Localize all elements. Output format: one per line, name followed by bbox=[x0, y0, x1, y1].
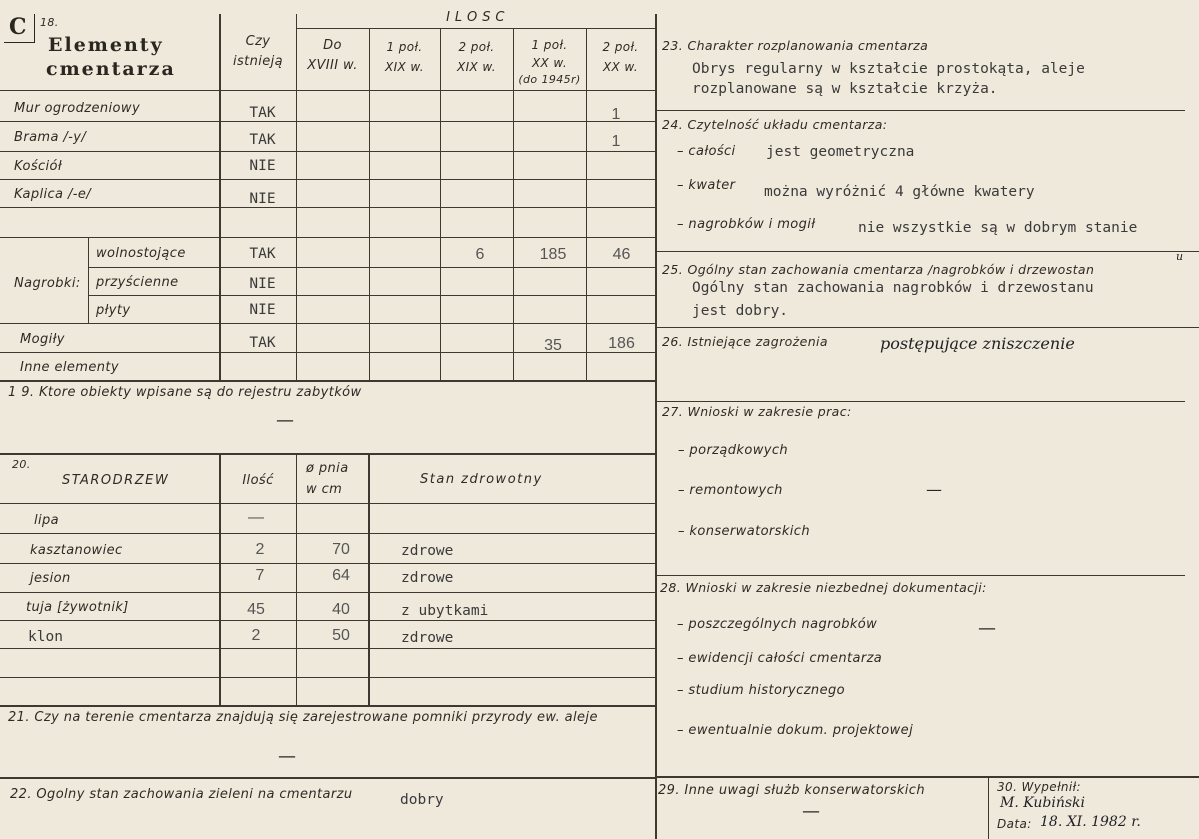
tree-qty-lipa: — bbox=[248, 509, 264, 526]
q21-label: 21. Czy na terenie cmentarza znajdują się zarejestrowane pomniki przyrody ew. aleje bbox=[8, 710, 598, 725]
period-2-l2: XIX w. bbox=[384, 60, 425, 74]
q24-item2-label: – kwater bbox=[677, 178, 736, 193]
row-label-kaplica: Kaplica /-e/ bbox=[14, 187, 91, 202]
nagrobki-wolnostojace-v5: 46 bbox=[612, 246, 631, 263]
row-label-mur: Mur ogrodzeniowy bbox=[14, 101, 141, 116]
q27-item3: – konserwatorskich bbox=[678, 524, 810, 539]
q26-label: 26. Istniejące zagrożenia bbox=[662, 334, 828, 349]
tree-name-lipa: lipa bbox=[34, 513, 60, 528]
col-exists-line1: Czy bbox=[245, 34, 271, 49]
tree-health-tuja: z ubytkami bbox=[401, 603, 489, 619]
q30-date-label: Data: bbox=[997, 817, 1032, 831]
period-4-l3: (do 1945r) bbox=[518, 73, 581, 86]
q23-label: 23. Charakter rozplanowania cmentarza bbox=[662, 38, 929, 53]
q20-number: 20. bbox=[12, 458, 31, 471]
mogily-label: Mogiły bbox=[20, 332, 65, 347]
q26-answer: postępujące zniszczenie bbox=[880, 334, 1075, 353]
q19-answer: — bbox=[276, 410, 294, 431]
period-5-l1: 2 poł. bbox=[602, 40, 639, 54]
q25-answer-line1: Ogólny stan zachowania nagrobków i drzewostanu bbox=[692, 280, 1094, 296]
q30-date: 18. XI. 1982 r. bbox=[1040, 814, 1141, 830]
q30-label: 30. Wypełnił: bbox=[997, 780, 1081, 794]
nagrobki-label: Nagrobki: bbox=[14, 276, 81, 291]
tree-name-klon: klon bbox=[28, 629, 63, 645]
q28-dash: — bbox=[978, 618, 996, 639]
q24-item1-answer: jest geometryczna bbox=[766, 144, 915, 160]
q27-label: 27. Wnioski w zakresie prac: bbox=[662, 404, 852, 419]
q27-item2: – remontowych bbox=[678, 483, 783, 498]
tree-health-kasztanowiec: zdrowe bbox=[401, 543, 454, 559]
q25-answer-line2: jest dobry. bbox=[692, 303, 789, 319]
row-label-brama: Brama /-y/ bbox=[14, 130, 87, 145]
tree-qty-jesion: 7 bbox=[255, 567, 265, 584]
tree-qty-tuja: 45 bbox=[247, 601, 265, 618]
tree-dia-klon: 50 bbox=[332, 627, 350, 644]
nagrobki-przyscienne-exists: NIE bbox=[249, 276, 276, 292]
inne-elementy-label: Inne elementy bbox=[20, 360, 119, 375]
row-exists-kaplica: NIE bbox=[249, 191, 276, 207]
tree-dia-jesion: 64 bbox=[332, 567, 350, 584]
row-exists-brama: TAK bbox=[249, 132, 276, 148]
period-5-l2: XX w. bbox=[602, 60, 639, 74]
mogily-v4: 35 bbox=[544, 337, 562, 354]
q22-answer: dobry bbox=[400, 792, 444, 808]
q24-item3-label: – nagrobków i mogił bbox=[677, 217, 816, 232]
page-title-line2: cmentarza bbox=[46, 58, 176, 80]
nagrobki-wolnostojace-v3: 6 bbox=[475, 246, 485, 263]
q28-item3: – studium historycznego bbox=[677, 683, 845, 698]
tree-dia-tuja: 40 bbox=[332, 601, 350, 618]
q23-answer-line1: Obrys regularny w kształcie prostokąta, aleje bbox=[692, 61, 1085, 77]
q24-label: 24. Czytelność układu cmentarza: bbox=[662, 117, 888, 132]
q27-item1: – porządkowych bbox=[678, 443, 789, 458]
mogily-v5: 186 bbox=[608, 335, 635, 352]
row-exists-kosciol: NIE bbox=[249, 158, 276, 174]
section-number: 18. bbox=[40, 16, 59, 29]
ilosc-header: I L O S C bbox=[446, 10, 505, 25]
q28-label: 28. Wnioski w zakresie niezbednej dokumentacji: bbox=[660, 580, 987, 595]
q29-label: 29. Inne uwagi służb konserwatorskich bbox=[658, 783, 925, 798]
tree-dia-header-l1: ø pnia bbox=[306, 461, 349, 476]
row-label-kosciol: Kościół bbox=[14, 159, 63, 174]
col-exists-line2: istnieją bbox=[232, 54, 284, 69]
row-exists-mur: TAK bbox=[249, 105, 276, 121]
q28-item2: – ewidencji całości cmentarza bbox=[677, 651, 883, 666]
nagrobki-wolnostojace-v4: 185 bbox=[539, 246, 567, 263]
tree-qty-header: Ilość bbox=[242, 473, 274, 488]
tree-dia-kasztanowiec: 70 bbox=[332, 541, 350, 558]
section-letter: C bbox=[9, 14, 27, 40]
nagrobki-wolnostojace-exists: TAK bbox=[249, 246, 276, 262]
tree-dia-header-l2: w cm bbox=[306, 482, 343, 497]
q27-dash: — bbox=[926, 480, 942, 499]
q21-answer: — bbox=[278, 746, 296, 767]
tree-qty-klon: 2 bbox=[251, 627, 261, 644]
q23-answer-line2: rozplanowane są w kształcie krzyża. bbox=[692, 81, 998, 97]
tree-name-tuja: tuja [żywotnik] bbox=[26, 600, 129, 615]
tree-name-jesion: jesion bbox=[30, 571, 71, 586]
q30-name: M. Kubiński bbox=[1000, 795, 1086, 811]
q22-label: 22. Ogolny stan zachowania zieleni na cmentarzu bbox=[10, 787, 353, 802]
period-4-l1: 1 poł. bbox=[531, 38, 568, 52]
row-v5-mur: 1 bbox=[611, 106, 621, 123]
nagrobki-plyty-exists: NIE bbox=[249, 302, 276, 318]
q29-answer: — bbox=[802, 801, 820, 822]
period-3-l1: 2 poł. bbox=[458, 40, 495, 54]
q25-label: 25. Ogólny stan zachowania cmentarza /nagrobków i drzewostan bbox=[662, 262, 1095, 277]
nagrobki-plyty: płyty bbox=[96, 303, 131, 318]
starodrzew-header: STARODRZEW bbox=[62, 473, 170, 488]
period-4-l2: XX w. bbox=[531, 56, 568, 70]
period-2-l1: 1 poł. bbox=[386, 40, 423, 54]
tree-health-header: Stan zdrowotny bbox=[420, 472, 543, 487]
q25-correction: u bbox=[1176, 250, 1184, 263]
tree-qty-kasztanowiec: 2 bbox=[255, 541, 265, 558]
period-1-l1: Do bbox=[323, 38, 342, 53]
tree-health-klon: zdrowe bbox=[401, 630, 454, 646]
tree-health-jesion: zdrowe bbox=[401, 570, 454, 586]
q24-item2-answer: można wyróżnić 4 główne kwatery bbox=[764, 184, 1035, 200]
q24-item1-label: – całości bbox=[677, 144, 736, 159]
q19-label: 1 9. Ktore obiekty wpisane są do rejestru zabytków bbox=[8, 385, 362, 400]
q28-item4: – ewentualnie dokum. projektowej bbox=[677, 723, 914, 738]
page-title-line1: Elementy bbox=[48, 34, 164, 56]
mogily-exists: TAK bbox=[249, 335, 276, 351]
nagrobki-przyscienne: przyścienne bbox=[96, 275, 179, 290]
q24-item3-answer: nie wszystkie są w dobrym stanie bbox=[858, 220, 1138, 236]
nagrobki-wolnostojace: wolnostojące bbox=[96, 246, 186, 261]
tree-name-kasztanowiec: kasztanowiec bbox=[30, 543, 123, 558]
period-3-l2: XIX w. bbox=[456, 60, 497, 74]
row-v5-brama: 1 bbox=[611, 133, 621, 150]
period-1-l2: XVIII w. bbox=[307, 58, 358, 73]
q28-item1: – poszczególnych nagrobków bbox=[677, 617, 878, 632]
